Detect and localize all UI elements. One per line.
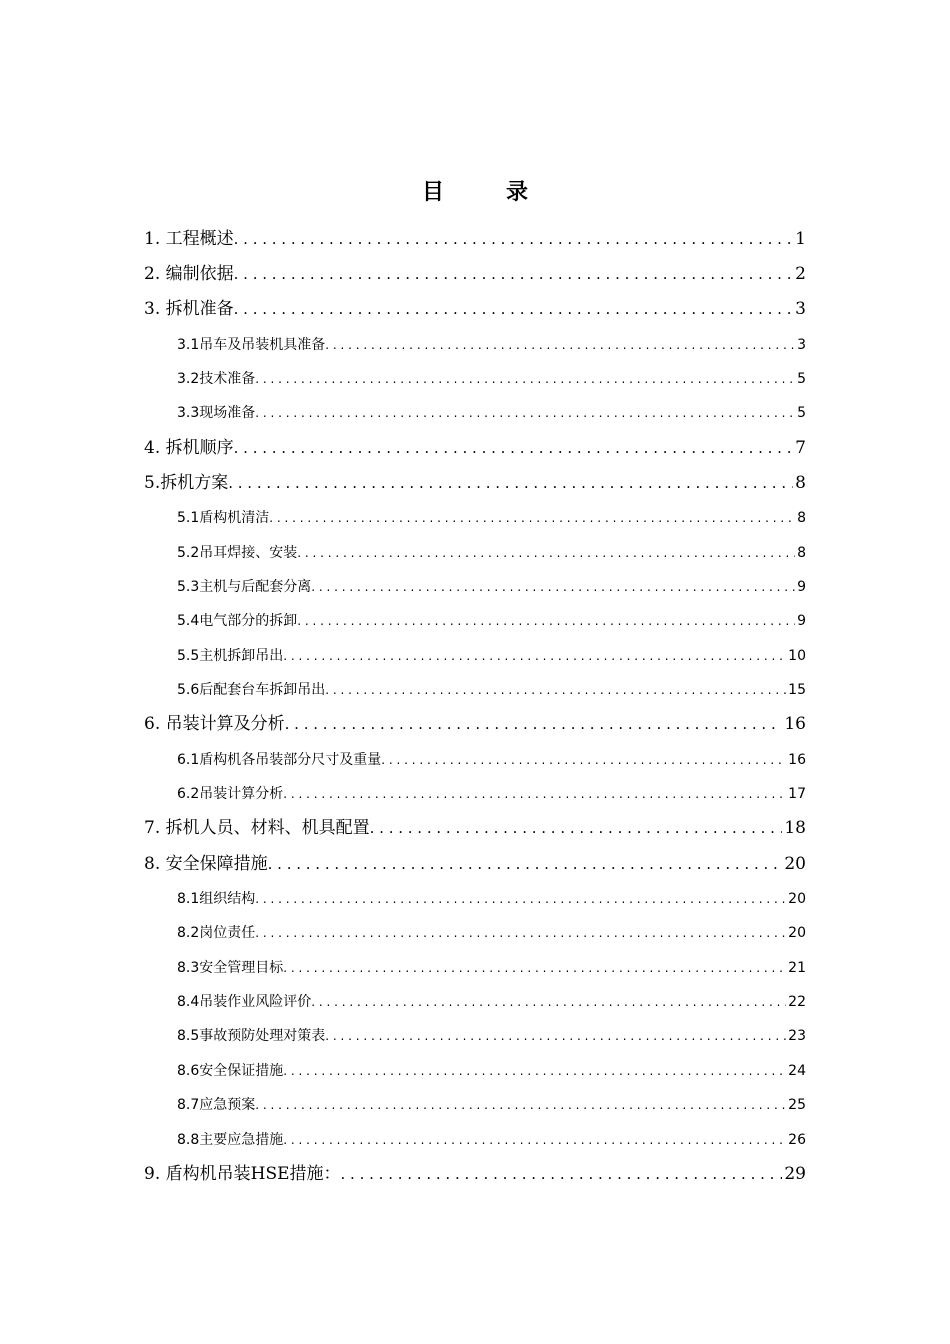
toc-page-number: 20: [788, 925, 806, 942]
dot-leader: [228, 466, 793, 501]
toc-entry-label: 8.5事故预防处理对策表: [177, 1028, 326, 1045]
dot-leader: [325, 673, 786, 707]
toc-entry-label: 3.2技术准备: [177, 370, 256, 387]
toc-page-number: 1: [795, 229, 806, 249]
toc-entry[interactable]: [144, 811, 806, 846]
toc-entry[interactable]: [144, 257, 806, 292]
dot-leader: [255, 396, 795, 430]
toc-entry-label: 5.3主机与后配套分离: [177, 578, 312, 595]
dot-leader: [255, 916, 786, 950]
toc-page-number: 8: [795, 472, 806, 493]
toc-page-number: 22: [788, 993, 806, 1010]
toc-page-number: 7: [795, 437, 806, 458]
toc-subentry[interactable]: [144, 1019, 806, 1053]
toc-entry-label: 2. 编制依据: [144, 264, 234, 285]
toc-subentry[interactable]: [144, 570, 806, 604]
toc-page-number: 5: [797, 405, 806, 422]
dot-leader: [283, 1123, 786, 1157]
toc-entry[interactable]: [144, 222, 806, 257]
toc-entry-label: 9. 盾构机吊装HSE措施：: [144, 1163, 341, 1184]
toc-entry[interactable]: [144, 292, 806, 327]
dot-leader: [341, 1157, 783, 1192]
toc-entry-label: 5.4电气部分的拆卸: [177, 613, 298, 630]
dot-leader: [311, 570, 795, 604]
toc-entry-label: 6.2吊装计算分析: [177, 786, 284, 803]
dot-leader: [234, 257, 794, 292]
toc-entry[interactable]: [144, 1157, 806, 1192]
toc-entry[interactable]: [144, 847, 806, 882]
toc-page-number: 16: [784, 714, 806, 735]
dot-leader: [234, 292, 794, 327]
toc-entry-label: 3.3现场准备: [177, 405, 256, 422]
toc-entry-label: 8.4吊装作业风险评价: [177, 993, 312, 1010]
toc-subentry[interactable]: [144, 777, 806, 811]
toc-title: 目 录: [421, 180, 548, 205]
dot-leader: [297, 604, 795, 638]
toc-page-number: 24: [788, 1062, 806, 1079]
toc-entry-label: 7. 拆机人员、材料、机具配置: [144, 818, 370, 839]
toc-page-number: 21: [788, 959, 806, 976]
toc-entry-label: 8.8主要应急措施: [177, 1131, 284, 1148]
toc-entry[interactable]: [144, 466, 806, 501]
toc-entry-label: 3.1吊车及吊装机具准备: [177, 336, 326, 353]
toc-page-number: 3: [795, 299, 806, 320]
toc-page-number: 17: [788, 786, 806, 803]
toc-subentry[interactable]: [144, 673, 806, 707]
dot-leader: [268, 847, 783, 882]
toc-page-number: 25: [788, 1097, 806, 1114]
toc-subentry[interactable]: [144, 1088, 806, 1122]
toc-page-number: 9: [797, 613, 806, 630]
toc-entry-label: 5.5主机拆卸吊出: [177, 647, 284, 664]
dot-leader: [325, 328, 795, 362]
table-of-contents: [144, 222, 806, 1192]
toc-subentry[interactable]: [144, 604, 806, 638]
toc-page-number: 5: [797, 370, 806, 387]
toc-entry-label: 5.拆机方案: [144, 472, 229, 493]
toc-subentry[interactable]: [144, 1123, 806, 1157]
toc-page-number: 26: [788, 1131, 806, 1148]
toc-entry-label: 8.7应急预案: [177, 1097, 256, 1114]
dot-leader: [234, 431, 794, 466]
toc-page-number: 9: [797, 578, 806, 595]
toc-entry-label: 8.6安全保证措施: [177, 1062, 284, 1079]
dot-leader: [255, 1088, 786, 1122]
toc-entry-label: 5.6后配套台车拆卸吊出: [177, 682, 326, 699]
toc-page-number: 2: [795, 264, 806, 285]
toc-entry-label: 5.1盾构机清洁: [177, 510, 270, 527]
toc-subentry[interactable]: [144, 743, 806, 777]
toc-page-number: 8: [797, 510, 806, 527]
toc-entry-label: 1. 工程概述: [144, 229, 234, 249]
toc-entry-label: 3. 拆机准备: [144, 299, 234, 320]
toc-entry-label: 8.1组织结构: [177, 890, 256, 907]
toc-page-number: 20: [784, 853, 806, 874]
toc-page-number: 3: [797, 336, 806, 353]
toc-subentry[interactable]: [144, 882, 806, 916]
dot-leader: [297, 536, 795, 570]
toc-page-number: 23: [788, 1028, 806, 1045]
dot-leader: [283, 639, 786, 673]
dot-leader: [255, 362, 795, 396]
dot-leader: [255, 882, 786, 916]
toc-entry-label: 8.2岗位责任: [177, 925, 256, 942]
toc-subentry[interactable]: [144, 951, 806, 985]
toc-page-number: 15: [788, 682, 806, 699]
dot-leader: [283, 951, 786, 985]
toc-subentry[interactable]: [144, 536, 806, 570]
dot-leader: [311, 985, 786, 1019]
toc-subentry[interactable]: [144, 362, 806, 396]
toc-subentry[interactable]: [144, 328, 806, 362]
toc-page-number: 8: [797, 544, 806, 561]
toc-entry-label: 6. 吊装计算及分析: [144, 714, 285, 735]
toc-subentry[interactable]: [144, 639, 806, 673]
dot-leader: [283, 1054, 786, 1088]
toc-subentry[interactable]: [144, 916, 806, 950]
toc-subentry[interactable]: [144, 985, 806, 1019]
toc-page-number: 18: [784, 818, 806, 839]
dot-leader: [370, 811, 783, 846]
toc-page-number: 10: [788, 647, 806, 664]
dot-leader: [325, 1019, 786, 1053]
toc-page-number: 16: [788, 751, 806, 768]
toc-page-number: 29: [784, 1163, 806, 1184]
toc-entry[interactable]: [144, 431, 806, 466]
dot-leader: [269, 501, 795, 535]
toc-entry-label: 8.3安全管理目标: [177, 959, 284, 976]
toc-entry-label: 6.1盾构机各吊装部分尺寸及重量: [177, 751, 382, 768]
toc-subentry[interactable]: [144, 396, 806, 430]
dot-leader: [381, 743, 786, 777]
toc-entry-label: 5.2吊耳焊接、安装: [177, 544, 298, 561]
dot-leader: [283, 777, 786, 811]
toc-entry-label: 8. 安全保障措施: [144, 853, 268, 874]
dot-leader: [234, 222, 794, 257]
toc-page-number: 20: [788, 890, 806, 907]
toc-entry-label: 4. 拆机顺序: [144, 437, 234, 458]
dot-leader: [285, 707, 783, 742]
toc-entry[interactable]: [144, 707, 806, 742]
toc-subentry[interactable]: [144, 501, 806, 535]
toc-subentry[interactable]: [144, 1054, 806, 1088]
